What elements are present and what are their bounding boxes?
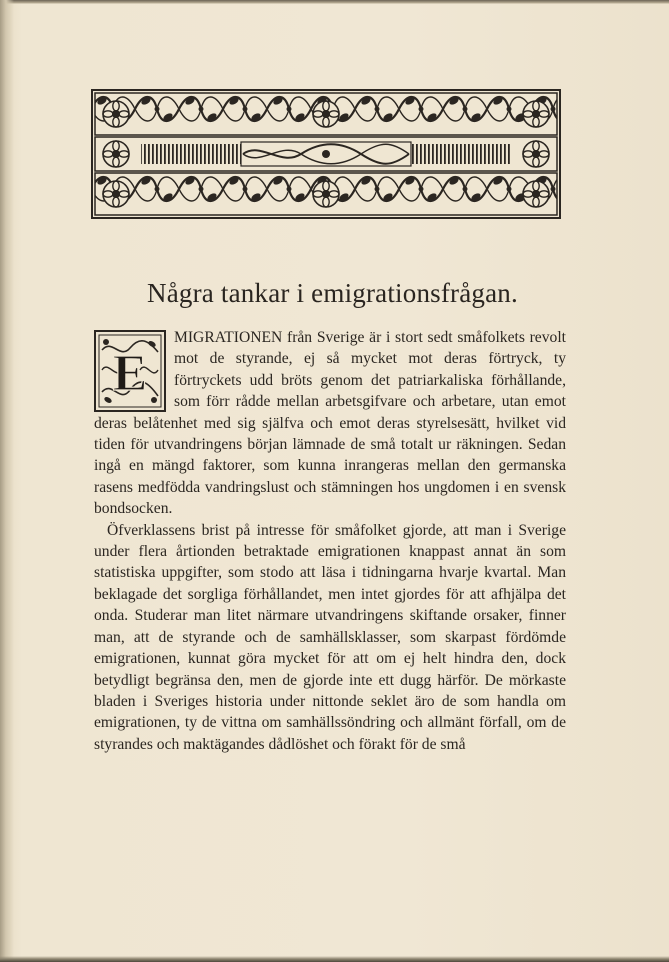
initial-spacer [94,327,174,411]
page-top-edge [0,0,669,4]
floral-headpiece-ornament-icon [91,89,561,219]
initial-letter: E [112,345,148,402]
body-text [94,327,566,755]
paragraph-2: Öfverklassens brist på intresse för småfolket gjorde, att man i Sverige under flera årtionden betraktade emigrationen knappast annat än som statistiska uppgifter, som stodo att läsa i tidningarna hvarje kvartal. Man beklagade det sorgliga förhållandet, men intet gjordes för att afhjälpa det onda. Studerar man litet närmare utvandringens skiftande orsaker, finner man, att de styrande och de samhällsklasser, som skarpast fördömde emigrationen, kunnat göra mycket för att om ej helt hindra den, dock betydligt begränsa den, men de gjorde inte ett dugg härför. De mörkaste bladen i Sveriges historia under nittonde seklet äro de som handla om emigrationen, ty de vittna om samhällssöndring och allmänt förfall, om de styrandes och maktägandes dådlöshet och förakt för de små [94,521,566,753]
chapter-title: Några tankar i emigrationsfrågan. [147,278,518,308]
page-bottom-edge [0,956,669,962]
page-gutter [0,0,14,962]
paragraph-1: MIGRATIONEN från Sverige är i stort sedt småfolkets revolt mot de styrande, ej så mycket mot deras förtryck, ty förtryckets udd bröts genom det patriarkaliska förhållande, som förr rådde mellan arbetsgifvare och arbetare, utan emot deras belåtenhet med sig själfva och emot deras styrelsesätt, hvilket vid tiden för utvandringens början lämnade de små totalt ur räkningen. Sedan ingå en mängd faktorer, som kunna inrangeras mellan den germanska rasens medfödda vandringslust och stämningen hos ungdomen i en svensk bondsocken. [94,329,566,518]
